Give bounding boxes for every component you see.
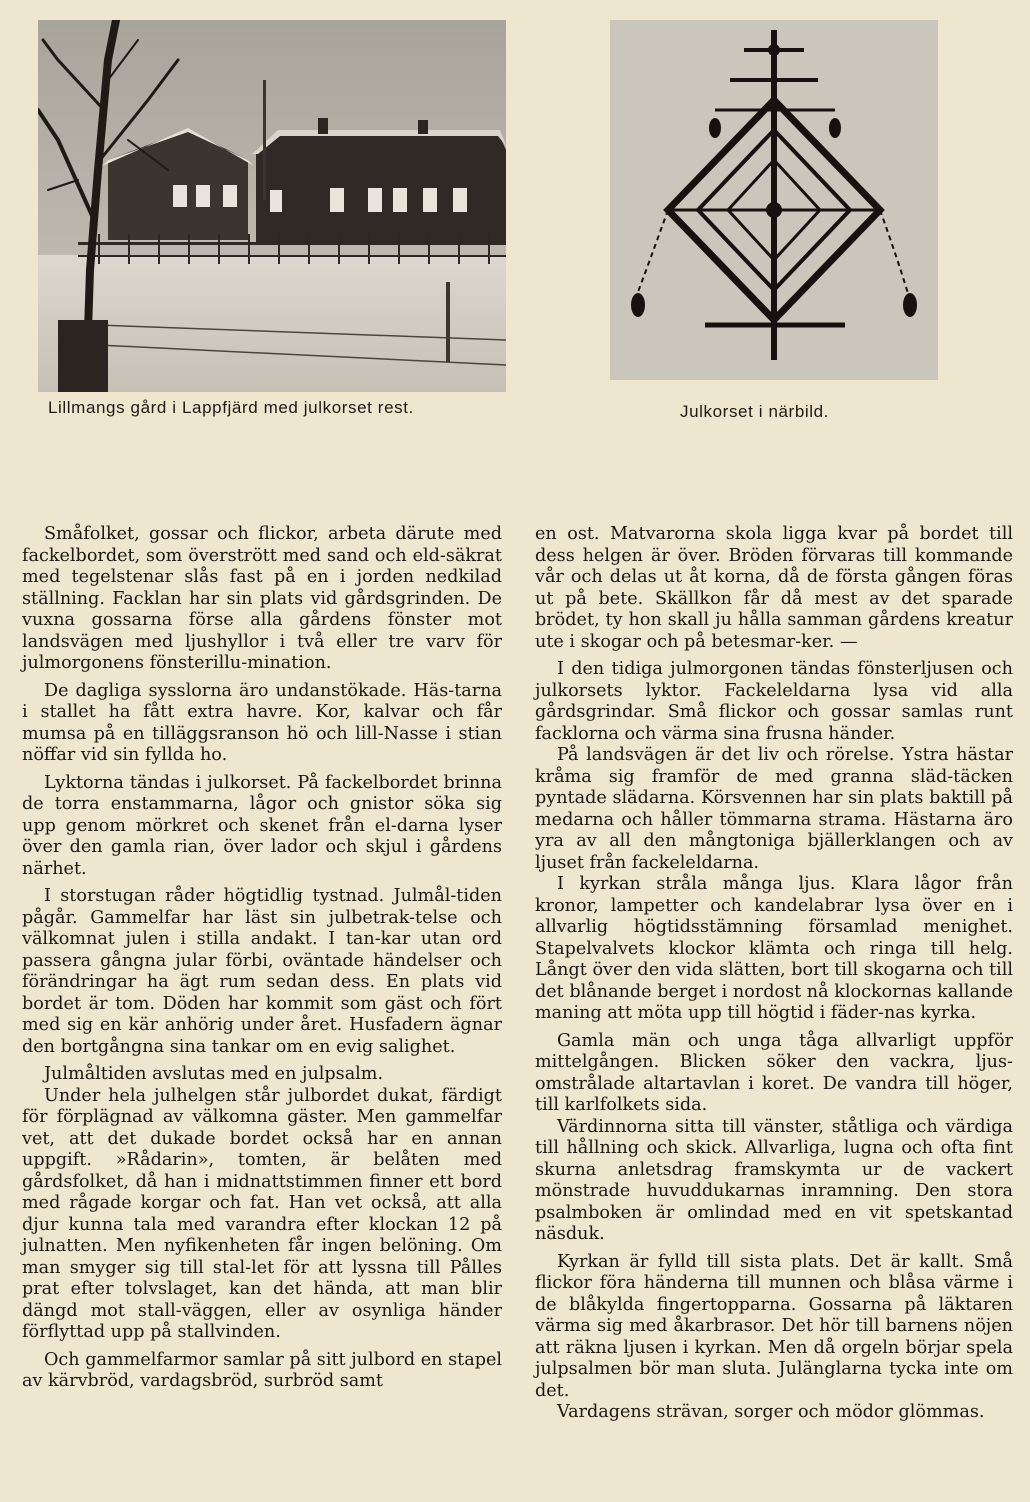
left-text-column	[22, 524, 502, 1399]
paragraph: Under hela julhelgen står julbordet dukat, färdigt för förplägnad av välkomna gäster. Men gammelfar vet, att det dukade bordet också har en annan uppgift. »Rådarin», tomten, är belåten med gårdsfolket, då han i midnattstimmen finner ett bord med rågade korgar och fat. Han vet också, att alla djur kunna tala med varandra efter klockan 12 på julnatten. Men nyfikenheten får ingen belöning. Om man smyger sig till stal-let för att lyssna till Pålles prat efter tolvslaget, kan det hända, att man blir dängd mot stall-väggen, eller av osynliga händer förflyttad upp på stallvinden.	[22, 1085, 502, 1342]
paragraph: Gamla män och unga tåga allvarligt uppför mittelgången. Blicken söker den vackra, ljus-omstrålade altartavlan i koret. De vandra till höger, till karlfolkets sida.	[535, 1030, 1013, 1115]
right-text-column	[535, 524, 1013, 1430]
julkors-photo-caption: Julkorset i närbild.	[680, 402, 830, 421]
paragraph: Lyktorna tändas i julkorset. På fackelbordet brinna de torra enstammarna, lågor och gnistor söka sig upp genom mörkret och skenet från el-darna lyser över den gamla rian, över lador och skjul i gårdens närhet.	[22, 772, 502, 879]
paragraph: Kyrkan är fylld till sista plats. Det är kallt. Små flickor föra händerna till munnen och blåsa värme i de blåkylda fingertopparna. Gossarna på läktaren värma sig med åkarbrasor. Det hör till barnens nöjen att räkna ljusen i kyrkan. Men då orgeln börjar spela julpsalmen bör man sluta. Julänglarna tycka inte om det.	[535, 1251, 1013, 1401]
paragraph: De dagliga sysslorna äro undanstökade. Häs-tarna i stallet ha fått extra havre. Kor, kalvar och får mumsa på en tilläggsranson hö och lill-Nasse i stian nöffar vid sin fyllda ho.	[22, 680, 502, 765]
paragraph: I den tidiga julmorgonen tändas fönsterljusen och julkorsets lyktor. Fackeleldarna lysa vid alla gårdsgrindar. Små flickor och gossar samlas runt facklorna och värma sina frusna händer.	[535, 659, 1013, 744]
farm-photo	[38, 20, 506, 392]
paragraph: I kyrkan stråla många ljus. Klara lågor från kronor, lampetter och kandelabrar lysa över en i allvarlig högtidsstämning församlad menighet. Stapelvalvets klockor klämta och ringa till helg. Långt över den vida slätten, bort till skogarna och till det blånande berget i nordost nå klockornas kallande maning att möta upp till högtid i fäder-nas kyrka.	[535, 874, 1013, 1023]
paragraph: en ost. Matvarorna skola ligga kvar på bordet till dess helgen är över. Bröden förvaras till kommande vår och delas ut åt korna, då de första gången föras ut på bete. Skällkon får då mest av det sparade brödet, ty hon skall ju hålla samman gårdens kreatur ute i skogar och på betesmar-ker. —	[535, 524, 1013, 652]
paragraph: Småfolket, gossar och flickor, arbeta därute med fackelbordet, som överstrött med sand och eld-säkrat med tegelstenar slås fast på en i jorden nedkilad ställning. Facklan har sin plats vid gårdsgrinden. De vuxna gossarna förse alla gårdens fönster mot landsvägen med ljushyllor i två eller tre varv för julmorgonens fönsterillu-mination.	[22, 524, 502, 673]
paragraph: Och gammelfarmor samlar på sitt julbord en stapel av kärvbröd, vardagsbröd, surbröd samt	[22, 1349, 502, 1391]
julkors-photo-illustration	[610, 20, 938, 380]
paragraph: Värdinnorna sitta till vänster, ståtliga och värdiga till hållning och skick. Allvarliga, lugna och ofta fint skurna anletsdrag framskymta ur de vackert mönstrade huvuddukarnas inramning. Den stora psalmboken är omlindad med en vit spetskantad näsduk.	[535, 1116, 1013, 1244]
paragraph: Vardagens strävan, sorger och mödor glömmas.	[557, 1402, 985, 1422]
farm-photo-caption: Lillmangs gård i Lappfjärd med julkorset rest.	[48, 398, 414, 417]
paragraph: Julmåltiden avslutas med en julpsalm.	[44, 1064, 384, 1084]
paragraph: I storstugan råder högtidlig tystnad. Julmål-tiden pågår. Gammelfar har läst sin julbetrak-telse och välkomnat julen i stilla andakt. I tan-kar utan ord passera gångna jular förbi, oväntade händelser och förändringar ha ägt rum sedan dess. En plats vid bordet är tom. Döden har kommit som gäst och fört med sig en kär anhörig under året. Husfadern ägnar den bortgångna sina tankar om en evig salighet.	[22, 886, 502, 1057]
julkors-photo	[610, 20, 938, 380]
paragraph: På landsvägen är det liv och rörelse. Ystra hästar kråma sig framför de med granna släd-täcken pyntade slädarna. Körsvennen har sin plats baktill på medarna och håller tömmarna strama. Hästarna äro yra av all den mångtoniga bjällerklangen och av ljuset från fackeleldarna.	[535, 745, 1013, 873]
farm-photo-illustration	[38, 20, 506, 392]
